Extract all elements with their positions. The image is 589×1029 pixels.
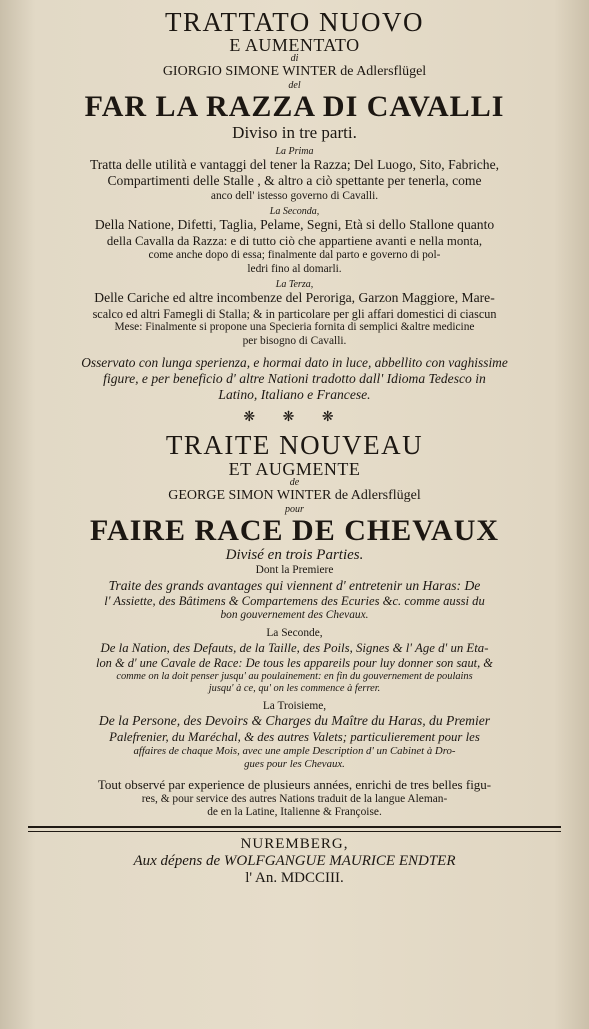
italian-part2-line: come anche dopo di essa; finalmente dal parto e governo di pol- xyxy=(148,249,441,261)
french-main-title: FAIRE RACE DE CHEVAUX xyxy=(89,513,500,547)
french-part3-line: Palefrenier, du Maréchal, & des autres Valets; particulierement pour les xyxy=(109,729,480,744)
french-de: de xyxy=(289,476,300,488)
french-divided: Divisé en trois Parties. xyxy=(225,547,364,564)
french-part3-line: De la Persone, des Devoirs & Charges du Maître du Haras, du Premier xyxy=(98,713,491,729)
french-part1-label: Dont la Premiere xyxy=(255,564,334,577)
italian-part2-line: ledri fino al domarli. xyxy=(247,262,342,275)
italian-part3-line: Mese: Finalmente si propone una Specieria fornita di semplici &altre medicine xyxy=(114,321,475,334)
french-title-section xyxy=(20,431,569,820)
imprint-city: NUREMBERG, xyxy=(240,835,349,852)
french-title-line-1: TRAITE NOUVEAU xyxy=(165,430,424,461)
french-part3-label: La Troisieme, xyxy=(262,699,327,712)
imprint-year: l' An. MDCCIII. xyxy=(245,870,344,887)
french-part1-line: bon gouvernement des Chevaux. xyxy=(220,609,369,622)
italian-part3-line: Delle Cariche ed altre incombenze del Peroriga, Garzon Maggiore, Mare- xyxy=(94,290,495,306)
french-closing-line: de en la Latine, Italienne & Françoise. xyxy=(207,806,382,819)
italian-title-line-2: E AUMENTATO xyxy=(229,35,360,56)
french-closing-line: res, & pour service des autres Nations traduit de la langue Aleman- xyxy=(141,792,448,805)
italian-part2-label: La Seconda, xyxy=(269,206,320,218)
french-part2-line: comme on la doit penser jusqu' au poulainement: en fin du gouvernement de poulains xyxy=(116,670,473,682)
italian-del: del xyxy=(288,80,301,92)
french-part3-line: gues pour les Chevaux. xyxy=(244,758,345,771)
imprint-section xyxy=(20,836,569,888)
italian-closing-line: Latino, Italiano e Francese. xyxy=(218,387,371,403)
french-part1-line: Traite des grands avantages qui viennent d' entretenir un Haras: De xyxy=(108,577,481,593)
italian-part1-line: Tratta delle utilità e vantaggi del tener la Razza; Del Luogo, Sito, Fabriche, xyxy=(89,157,500,173)
french-closing-line: Tout observé par experience de plusieurs années, enrichi de tres belles figu- xyxy=(97,776,492,792)
italian-divided: Diviso in tre parti. xyxy=(232,122,357,142)
french-part2-label: La Seconde, xyxy=(266,626,323,639)
italian-di: di xyxy=(290,53,299,65)
italian-part2-line: Della Natione, Difetti, Taglia, Pelame, Segni, Età si dello Stallone quanto xyxy=(94,217,495,233)
double-rule-divider xyxy=(28,826,561,832)
french-part3-line: affaires de chaque Mois, avec une ample Description d' un Cabinet à Dro- xyxy=(133,745,456,758)
french-part1-line: l' Assiette, des Bâtimens & Compartemens des Ecuries &c. comme aussi du xyxy=(104,594,485,609)
french-title-line-2: ET AUGMENTE xyxy=(228,458,361,479)
italian-part1-line: Compartimenti delle Stalle , & altro a ciò spettante per tenerla, come xyxy=(107,173,482,189)
french-part2-line: lon & d' une Cavale de Race: De tous les appareils pour luy donner son saut, & xyxy=(96,655,493,670)
italian-part2-line: della Cavalla da Razza: e di tutto ciò che appartiene avanti e nella monta, xyxy=(106,233,483,248)
italian-main-title: FAR LA RAZZA DI CAVALLI xyxy=(84,90,505,124)
french-pour: pour xyxy=(285,503,304,515)
ornament-divider: ❋ ❋ ❋ xyxy=(243,410,346,426)
italian-title-line-1: TRATTATO NUOVO xyxy=(164,7,425,37)
french-part2-line: jusqu' à ce, qu' on les commence à ferrer. xyxy=(208,683,381,695)
french-part2-line: De la Nation, des Defauts, de la Taille, des Poils, Signes & l' Age d' un Eta- xyxy=(100,640,489,655)
imprint-publisher: Aux dépens de WOLFGANGUE MAURICE ENDTER xyxy=(133,853,456,870)
italian-part3-line: per bisogno di Cavalli. xyxy=(242,335,347,348)
italian-closing-line: Osservato con lunga sperienza, e hormai dato in luce, abbellito con vaghissime xyxy=(81,354,508,370)
italian-closing-line: figure, e per beneficio d' altre Nationi tradotto dall' Idioma Tedesco in xyxy=(103,370,486,386)
italian-part3-label: La Terza, xyxy=(275,279,314,291)
italian-part1-label: La Prima xyxy=(275,146,314,158)
italian-part3-line: scalco ed altri Famegli di Stalla; & in particolare per gli affari domestici di ciascun xyxy=(92,306,497,321)
italian-author: GIORGIO SIMONE WINTER de Adlersflügel xyxy=(162,64,427,80)
italian-title-section xyxy=(20,8,569,403)
italian-part1-line: anco dell' istesso governo di Cavalli. xyxy=(210,189,379,202)
french-author: GEORGE SIMON WINTER de Adlersflügel xyxy=(168,487,421,503)
